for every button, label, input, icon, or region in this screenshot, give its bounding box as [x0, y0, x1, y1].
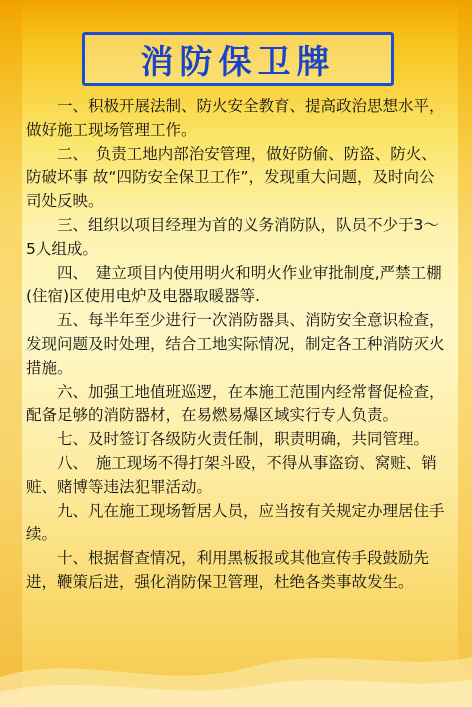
- rule-paragraph: 三、组织以项目经理为首的义务消防队，队员不少于3～5人组成。: [26, 215, 439, 258]
- rule-paragraph: 八、 施工现场不得打架斗殴，不得从事盗窃、窝赃、销赃、赌博等违法犯罪活动。: [26, 453, 437, 496]
- decorative-right-band: [458, 0, 472, 707]
- decorative-wave: [0, 637, 472, 707]
- rule-paragraph: 七、及时签订各级防火责任制，职责明确，共同管理。: [57, 430, 430, 449]
- title-frame: [82, 32, 394, 86]
- decorative-left-band: [0, 0, 22, 707]
- rule-paragraph: 五、每半年至少进行一次消防器具、消防安全意识检查，发现问题及时处理，结合工地实际情况，制定各工种消防灭火措施。: [26, 311, 445, 377]
- rule-paragraph: 六、加强工地值班巡逻，在本施工范围内经常督促检查，配备足够的消防器材，在易燃易爆区域实行专人负责。: [26, 382, 445, 425]
- rule-paragraph: 九、凡在施工现场暂居人员，应当按有关规定办理居住手续。: [26, 501, 445, 544]
- rule-paragraph: 二、 负责工地内部治安管理，做好防偷、防盗、防火、防破坏事 故“四防安全保卫工作”，发现重大问题，及时向公司处反映。: [26, 144, 437, 211]
- rule-paragraph: 一、积极开展法制、防火安全教育、提高政治思想水平，做好施工现场管理工作。: [26, 97, 445, 139]
- rule-paragraph: 四、 建立项目内使用明火和明火作业审批制度,严禁工棚(住宿)区使用电炉及电器取暖器等.: [26, 263, 442, 306]
- poster-title: 消防保卫牌: [140, 41, 336, 81]
- rule-paragraph: 十、根据督查情况，利用黑板报或其他宣传手段鼓励先进，鞭策后进，强化消防保卫管理，杜绝各类事故发生。: [26, 549, 430, 591]
- rules-body: [26, 95, 446, 595]
